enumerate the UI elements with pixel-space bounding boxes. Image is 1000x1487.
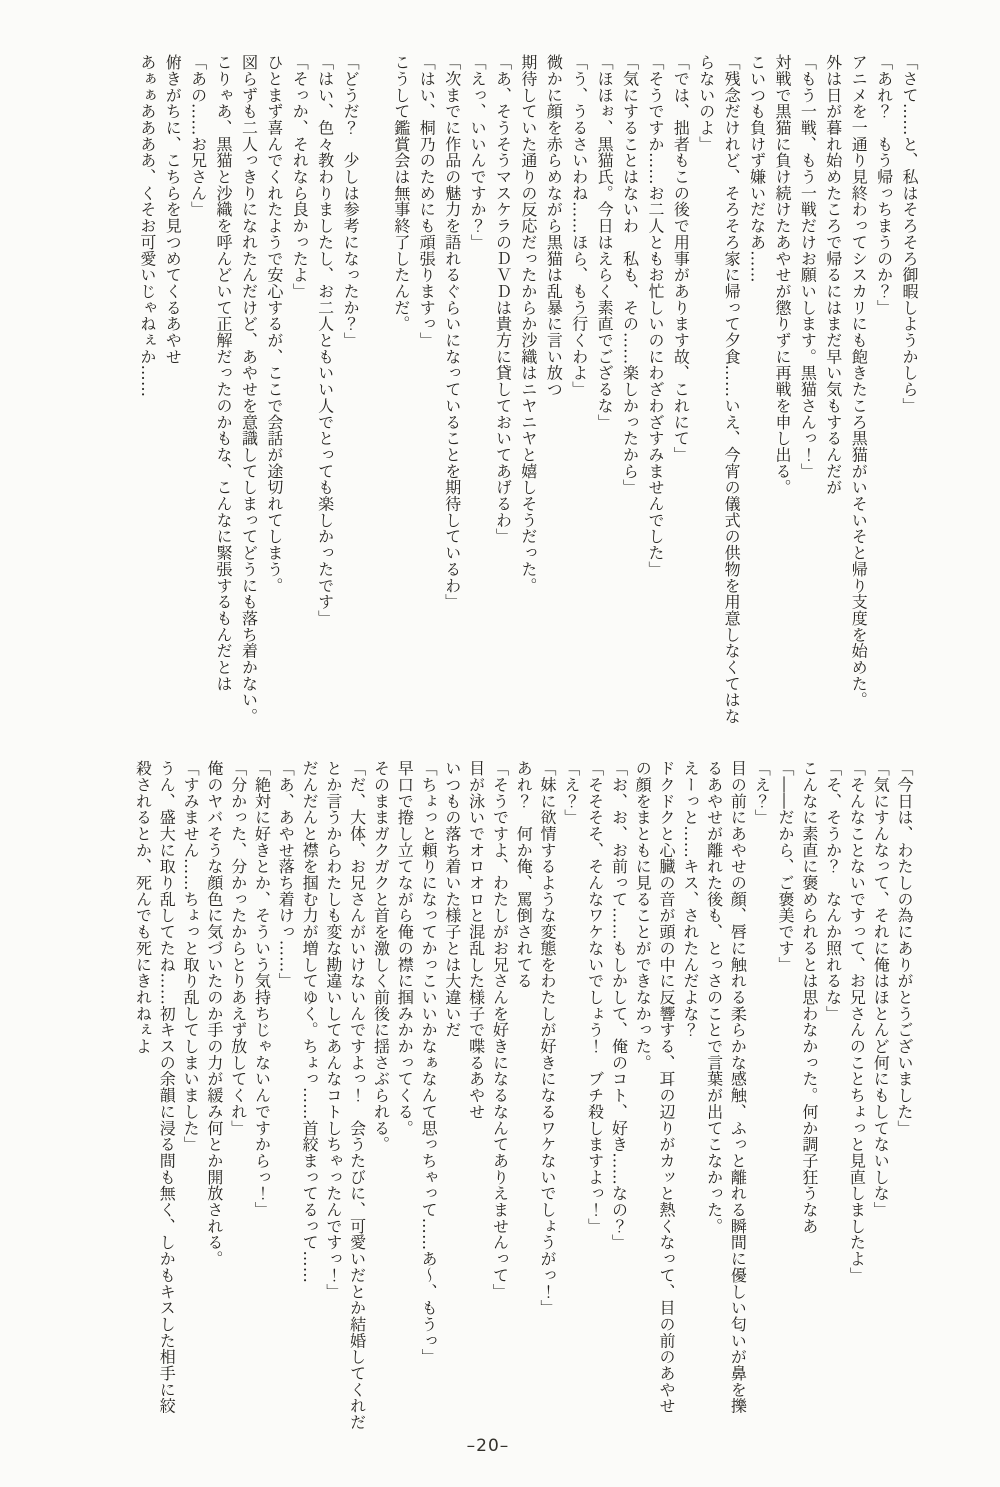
text-line: うん、盛大に取り乱してたね……初キスの余韻に浸る間も無く、しかもキスした相手に絞 bbox=[157, 760, 177, 1414]
text-line: 「お、お、お前って……もしかして、俺のコト、好き……なの？」 bbox=[609, 760, 629, 1251]
text-line: 微かに顔を赤らめながら黒猫は乱暴に言い放つ bbox=[544, 54, 564, 398]
text-line: 「今日は、わたしの為にありがとうございました」 bbox=[895, 760, 914, 1137]
text-line: えーっと……キス、されたんだよな？ bbox=[680, 760, 700, 1038]
text-line: 「あ、あやせ落ち着けっ……」 bbox=[276, 760, 296, 989]
text-line: 「次までに作品の魅力を語れるぐらいになっていることを期待しているわ」 bbox=[442, 54, 462, 610]
text-line: 「そうですか……お二人ともお忙しいのにわざわざすみませんでした」 bbox=[645, 54, 665, 578]
text-line: 「気にすることはないわ 私も、その……楽しかったから」 bbox=[620, 54, 640, 496]
text-line: こうして鑑賞会は無事終了したんだ。 bbox=[391, 54, 411, 332]
text-line: 「だ、大体、お兄さんがいけないんですよっ！ 会うたびに、可愛いだとか結婚してくれだ bbox=[347, 760, 367, 1431]
text-line: 殺されるとか、死んでも死にきれねぇよ bbox=[133, 760, 153, 1055]
text-line: 「残念だけれど、そろそろ家に帰って夕食……いえ、今宵の儀式の供物を用意しなくてはな bbox=[722, 54, 742, 725]
page-number: –20– bbox=[466, 1436, 510, 1456]
text-line: 「そそそそ、そんなワケないでしょう！ ブチ殺しますよっ！」 bbox=[585, 760, 605, 1235]
text-line: 「分かった、分かったからとりあえず放してくれ」 bbox=[228, 760, 248, 1137]
text-line: 「そっか、それなら良かったよ」 bbox=[290, 54, 310, 300]
text-line: とか言うからわたしも変な勘違いしてあんなコトしちゃったんですっ！」 bbox=[323, 760, 343, 1300]
text-line: 「そうですよ、わたしがお兄さんを好きになるなんてありえませんって」 bbox=[490, 760, 510, 1300]
text-line: 「絶対に好きとか、そういう気持ちじゃないんですからっ！」 bbox=[252, 760, 272, 1218]
text-line: 図らずも二人っきりになれたんだけど、あやせを意識してしまってどうにも落ち着かない。 bbox=[239, 54, 259, 725]
text-line: こんなに素直に褒められるとは思わなかった。何か調子狂うなあ bbox=[799, 760, 819, 1235]
text-line: そのままガクガクと首を激しく前後に揺さぶられる。 bbox=[371, 760, 391, 1153]
text-line: 俯きがちに、こちらを見つめてくるあやせ bbox=[163, 54, 183, 365]
text-line: こりゃあ、黒猫と沙織を呼んどいて正解だったのかもな、こんなに緊張するもんだとは bbox=[214, 54, 234, 692]
text-line: 目の前にあやせの顔、唇に触れる柔らかな感触、ふっと離れる瞬間に優しい匂いが鼻を擽 bbox=[728, 760, 748, 1414]
text-line: ドクドクと心臓の音が頭の中に反響する、耳の辺りがカッと熱くなって、目の前のあやせ bbox=[657, 760, 677, 1414]
text-line: 「そんなことないですって、お兄さんのことちょっと見直しましたよ」 bbox=[847, 760, 867, 1284]
text-line: 「えっ、いいんですか？」 bbox=[468, 54, 488, 251]
text-line: 「もう一戦、もう一戦だけお願いします。黒猫さんっ！」 bbox=[798, 54, 818, 480]
text-line: 「そ、そうか？ なんか照れるな」 bbox=[823, 760, 843, 1022]
text-line: 「ちょっと頼りになってかっこいいかなぁなんて思っちゃって……あ〜、もうっ」 bbox=[419, 760, 439, 1365]
text-line: 「では、拙者もこの後で用事があります故、これにて」 bbox=[671, 54, 691, 463]
text-line: 「さて……と、私はそろそろ御暇しようかしら」 bbox=[900, 54, 919, 414]
text-line: 「あ、そうそうマスケラのＤＶＤは貴方に貸しておいてあげるわ」 bbox=[493, 54, 513, 545]
text-line: あれ？ 何か俺、罵倒されてる bbox=[514, 760, 534, 989]
text-line: 「え？」 bbox=[752, 760, 772, 826]
top-text-block bbox=[134, 54, 922, 726]
text-line: ひとまず喜んでくれたようで安心するが、ここで会話が途切れてしまう。 bbox=[264, 54, 284, 594]
text-line: らないのよ」 bbox=[696, 54, 716, 153]
text-line: 「え？」 bbox=[561, 760, 581, 826]
text-line: だんだんと襟を掴む力が増してゆく。ちょっ……首絞まってるって…… bbox=[300, 760, 320, 1284]
text-line bbox=[363, 54, 388, 726]
text-line: 対戦で黒猫に負け続けたあやせが懲りずに再戦を申し出る。 bbox=[772, 54, 792, 496]
text-line: 「気にすんなって、それに俺はほとんど何にもしてないしな」 bbox=[871, 760, 891, 1218]
text-line: 「はい、色々教わりましたし、お二人ともいい人でとっても楽しかったです」 bbox=[315, 54, 335, 627]
text-line: いつもの落ち着いた様子とは大違いだ bbox=[442, 760, 462, 1038]
text-line: こいつも負けず嫌いだなあ…… bbox=[747, 54, 767, 283]
text-line: 「う、うるさいわね……ほら、もう行くわよ」 bbox=[569, 54, 589, 398]
text-line: 「どうだ？ 少しは参考になったか？」 bbox=[341, 54, 361, 349]
text-line: 目が泳いでオロオロと混乱した様子で喋るあやせ bbox=[466, 760, 486, 1120]
text-line: 「あれ？ もう帰っちまうのか？」 bbox=[874, 54, 894, 316]
text-line: 「妹に欲情するような変態をわたしが好きになるワケないでしょうがっ！」 bbox=[538, 760, 558, 1316]
text-line: 外は日が暮れ始めたころで帰るにはまだ早い気もするんだが bbox=[823, 54, 843, 496]
text-line: の顔をまともに見ることができなかった。 bbox=[633, 760, 653, 1071]
text-line: アニメを一通り見終わってシスカリにも飽きたころ黒猫がいそいそと帰り支度を始めた。 bbox=[849, 54, 869, 708]
text-line: 「あの……お兄さん」 bbox=[188, 54, 208, 218]
text-line: 期待していた通りの反応だったからか沙織はニヤニヤと嬉しそうだった。 bbox=[518, 54, 538, 594]
text-line: るあやせが離れた後も、とっさのことで言葉が出てこなかった。 bbox=[704, 760, 724, 1235]
text-line: 「――だから、ご褒美です」 bbox=[776, 760, 796, 973]
text-line: あぁぁああああ、くそお可愛いじゃねぇか…… bbox=[137, 54, 157, 398]
text-line: 「ほほぉ、黒猫氏。今日はえらく素直でござるな」 bbox=[595, 54, 615, 431]
text-line: 俺のヤバそうな顔色に気づいたのか手の力が緩み何とか開放される。 bbox=[204, 760, 224, 1267]
text-line: 早口で捲し立てながら俺の襟に掴みかかってくる。 bbox=[395, 760, 415, 1137]
text-line: 「はい、桐乃のためにも頑張りますっ」 bbox=[417, 54, 437, 349]
text-line: 「すみません……ちょっと取り乱してしまいました」 bbox=[181, 760, 201, 1153]
bottom-text-block bbox=[131, 760, 916, 1440]
